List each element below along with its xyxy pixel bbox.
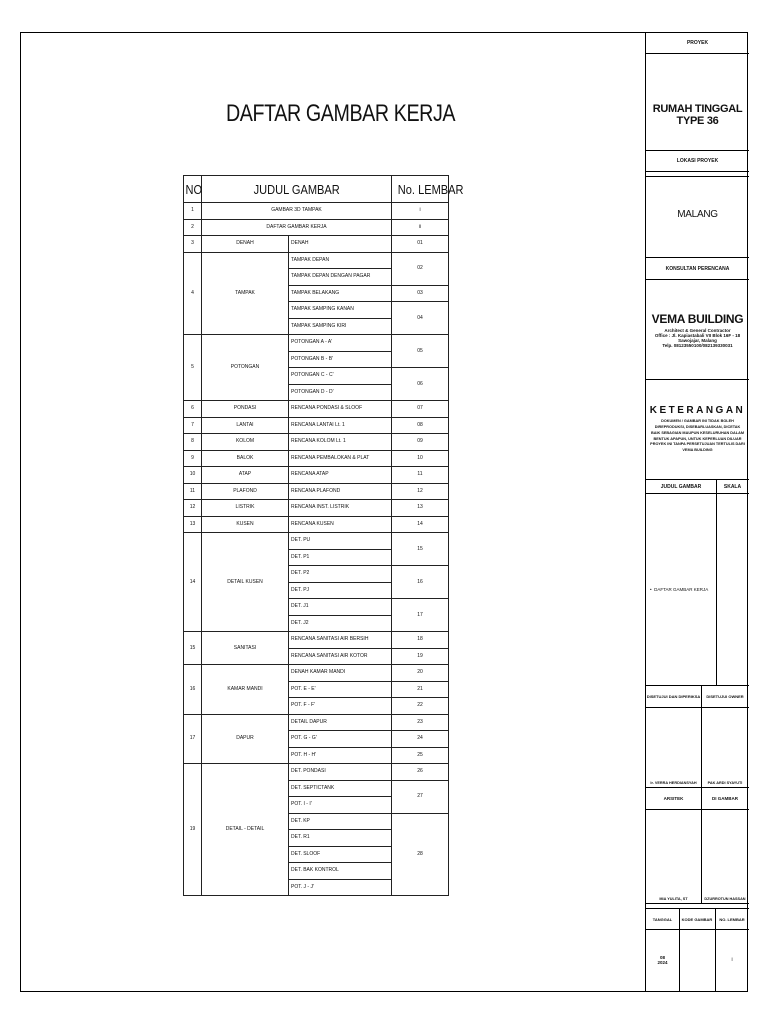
row-number: 19 bbox=[184, 764, 202, 896]
judul-gambar-label: JUDUL GAMBAR bbox=[646, 480, 716, 494]
table-row bbox=[184, 533, 449, 550]
row-sheet-number: 13 bbox=[392, 500, 449, 517]
row-drawing-title: RENCANA PEMBALOKAN & PLAT bbox=[289, 450, 392, 467]
drawing-list-table bbox=[183, 175, 464, 896]
table-row bbox=[184, 252, 449, 269]
table-row bbox=[184, 764, 449, 781]
row-drawing-title: DET. PONDASI bbox=[289, 764, 392, 781]
row-category: TAMPAK bbox=[202, 252, 289, 335]
row-sheet-number: 26 bbox=[392, 764, 449, 781]
row-category: PONDASI bbox=[202, 401, 289, 418]
row-category: KAMAR MANDI bbox=[202, 665, 289, 715]
row-category: PLAFOND bbox=[202, 483, 289, 500]
page-title: DAFTAR GAMBAR KERJA bbox=[226, 100, 456, 127]
row-sheet-number: 05 bbox=[392, 335, 449, 368]
title-block bbox=[645, 32, 748, 992]
judul-gambar-value: • DAFTAR GAMBAR KERJA bbox=[646, 494, 716, 686]
row-drawing-title: POT. G - G' bbox=[289, 731, 392, 748]
table-row bbox=[184, 450, 449, 467]
row-sheet-number: 20 bbox=[392, 665, 449, 682]
row-drawing-title: DET. BAK KONTROL bbox=[289, 863, 392, 880]
row-number: 17 bbox=[184, 714, 202, 764]
row-sheet-number: 19 bbox=[392, 648, 449, 665]
header-no-lembar: No. LEMBAR bbox=[392, 176, 449, 203]
row-drawing-title: RENCANA ATAP bbox=[289, 467, 392, 484]
row-drawing-title: POT. E - E' bbox=[289, 681, 392, 698]
row-sheet-number: 17 bbox=[392, 599, 449, 632]
owner-label: DISETUJUI OWNER bbox=[701, 686, 749, 708]
row-sheet-number: 09 bbox=[392, 434, 449, 451]
row-sheet-number: 15 bbox=[392, 533, 449, 566]
row-sheet-number: 22 bbox=[392, 698, 449, 715]
table-header-row bbox=[184, 176, 449, 203]
row-category: SANITASI bbox=[202, 632, 289, 665]
row-drawing-title: RENCANA KOLOM Lt. 1 bbox=[289, 434, 392, 451]
proyek-label: PROYEK bbox=[646, 32, 749, 54]
row-sheet-number: 25 bbox=[392, 747, 449, 764]
footer-divider-1 bbox=[679, 908, 680, 992]
row-drawing-title: RENCANA KUSEN bbox=[289, 516, 392, 533]
signature-arsitek: Ir. VERRA HERDIANSYAH bbox=[646, 708, 701, 788]
arsitek-label: ARSITEK bbox=[646, 788, 701, 810]
row-sheet-number: 11 bbox=[392, 467, 449, 484]
table-row bbox=[184, 417, 449, 434]
row-number: 15 bbox=[184, 632, 202, 665]
skala-value bbox=[716, 494, 749, 686]
row-drawing-title: DET. P1 bbox=[289, 549, 392, 566]
row-number: 3 bbox=[184, 236, 202, 253]
row-sheet-number: 12 bbox=[392, 483, 449, 500]
row-drawing-title: DET. KP bbox=[289, 813, 392, 830]
row-number: 8 bbox=[184, 434, 202, 451]
lokasi-label: LOKASI PROYEK bbox=[646, 150, 749, 172]
table-row bbox=[184, 516, 449, 533]
skala-label: SKALA bbox=[716, 480, 749, 494]
keterangan-section: KETERANGAN DOKUMEN / GAMBAR INI TIDAK BOLEH DIREPRODUKSI, DISEBARLUASKAN, DICETAK BAIK SEBAGIAN MAUPUN KESELURUHAN DALAM BENTUK APAPUN, UNTUK KEPERLUAN DILUAR PROYEK INI TANPA PERSETUJUAN TERTULIS DARI VEMA BUILDING bbox=[646, 380, 749, 480]
table-row bbox=[184, 401, 449, 418]
row-drawing-title: RENCANA PONDASI & SLOOF bbox=[289, 401, 392, 418]
row-category: LISTRIK bbox=[202, 500, 289, 517]
row-drawing-title: DET. PJ bbox=[289, 582, 392, 599]
row-drawing-title: TAMPAK BELAKANG bbox=[289, 285, 392, 302]
lokasi-value: MALANG bbox=[646, 172, 749, 258]
row-number: 11 bbox=[184, 483, 202, 500]
header-no: NO bbox=[184, 176, 202, 203]
row-sheet-number: 16 bbox=[392, 566, 449, 599]
row-category: DETAIL - DETAIL bbox=[202, 764, 289, 896]
row-drawing-title: DET. SLOOF bbox=[289, 846, 392, 863]
row-drawing-title: DENAH bbox=[289, 236, 392, 253]
row-number: 5 bbox=[184, 335, 202, 401]
proyek-line-2: TYPE 36 bbox=[676, 115, 719, 127]
row-category: POTONGAN bbox=[202, 335, 289, 401]
table-row bbox=[184, 434, 449, 451]
row-category: KOLOM bbox=[202, 434, 289, 451]
row-number: 2 bbox=[184, 219, 202, 236]
table-row bbox=[184, 483, 449, 500]
table-row bbox=[184, 714, 449, 731]
row-drawing-title: DETAIL DAPUR bbox=[289, 714, 392, 731]
row-drawing-title: DET. R1 bbox=[289, 830, 392, 847]
konsultan-label: KONSULTAN PERENCANA bbox=[646, 258, 749, 280]
row-sheet-number: ii bbox=[392, 219, 449, 236]
row-drawing-title: RENCANA PLAFOND bbox=[289, 483, 392, 500]
row-drawing-title: POT. F - F' bbox=[289, 698, 392, 715]
row-category: DENAH bbox=[202, 236, 289, 253]
row-drawing-title: RENCANA LANTAI Lt. 1 bbox=[289, 417, 392, 434]
row-drawing-title: TAMPAK SAMPING KIRI bbox=[289, 318, 392, 335]
disetujui-label: DISETUJUI DAN DIPERIKSA bbox=[646, 686, 701, 708]
row-sheet-number: 02 bbox=[392, 252, 449, 285]
row-number: 16 bbox=[184, 665, 202, 715]
row-drawing-title: TAMPAK DEPAN DENGAN PAGAR bbox=[289, 269, 392, 286]
row-number: 10 bbox=[184, 467, 202, 484]
row-number: 7 bbox=[184, 417, 202, 434]
row-drawing-title: DENAH KAMAR MANDI bbox=[289, 665, 392, 682]
tanggal-label: TANGGAL bbox=[646, 908, 679, 930]
row-drawing-title: DET. J2 bbox=[289, 615, 392, 632]
table-row bbox=[184, 665, 449, 682]
header-judul-gambar: JUDUL GAMBAR bbox=[202, 176, 392, 203]
lembar-value: i bbox=[731, 957, 733, 963]
table-row bbox=[184, 500, 449, 517]
row-category: DETAIL KUSEN bbox=[202, 533, 289, 632]
row-drawing-title: POTONGAN D - D' bbox=[289, 384, 392, 401]
row-number: 9 bbox=[184, 450, 202, 467]
row-category: ATAP bbox=[202, 467, 289, 484]
signature-arsitek-2: MIA YULITA, ST bbox=[646, 810, 701, 904]
signature-digambar: DZURROTUN HASSAN bbox=[701, 810, 749, 904]
row-sheet-number: 07 bbox=[392, 401, 449, 418]
row-drawing-title: POTONGAN C - C' bbox=[289, 368, 392, 385]
row-number: 6 bbox=[184, 401, 202, 418]
no-lembar-label: NO. LEMBAR bbox=[715, 908, 749, 930]
row-drawing-title: DET. J1 bbox=[289, 599, 392, 616]
row-category: BALOK bbox=[202, 450, 289, 467]
row-drawing-title: DET. P2 bbox=[289, 566, 392, 583]
row-drawing-title: TAMPAK DEPAN bbox=[289, 252, 392, 269]
table-row bbox=[184, 632, 449, 649]
row-number: 12 bbox=[184, 500, 202, 517]
row-category: LANTAI bbox=[202, 417, 289, 434]
row-drawing-title: GAMBAR 3D TAMPAK bbox=[202, 203, 392, 220]
row-drawing-title: POT. J - J' bbox=[289, 879, 392, 896]
row-number: 14 bbox=[184, 533, 202, 632]
row-category: KUSEN bbox=[202, 516, 289, 533]
konsultan-info: VEMA BUILDING Architect & General Contractor Office : Jl. Kapiastabali VII Blok 16F - 18 Sawojajar, Malang Telp. 08123550100/082139330031 bbox=[646, 280, 749, 380]
row-sheet-number: 03 bbox=[392, 285, 449, 302]
row-drawing-title: DET. SEPTICTANK bbox=[289, 780, 392, 797]
row-sheet-number: 23 bbox=[392, 714, 449, 731]
row-sheet-number: 06 bbox=[392, 368, 449, 401]
table-row bbox=[184, 219, 449, 236]
row-drawing-title: RENCANA SANITASI AIR BERSIH bbox=[289, 632, 392, 649]
table-row bbox=[184, 236, 449, 253]
row-number: 1 bbox=[184, 203, 202, 220]
row-sheet-number: 27 bbox=[392, 780, 449, 813]
table-row bbox=[184, 203, 449, 220]
row-sheet-number: 14 bbox=[392, 516, 449, 533]
row-sheet-number: 01 bbox=[392, 236, 449, 253]
signature-owner: PAK ARDI SYAYUTI bbox=[701, 708, 749, 788]
tanggal-value: 08 2024 bbox=[657, 955, 668, 965]
row-sheet-number: 21 bbox=[392, 681, 449, 698]
row-drawing-title: RENCANA INST. LISTRIK bbox=[289, 500, 392, 517]
kode-gambar-label: KODE GAMBAR bbox=[679, 908, 715, 930]
firm-name: VEMA BUILDING bbox=[651, 311, 744, 326]
row-sheet-number: 28 bbox=[392, 813, 449, 896]
row-sheet-number: 18 bbox=[392, 632, 449, 649]
row-sheet-number: 04 bbox=[392, 302, 449, 335]
row-category: DAPUR bbox=[202, 714, 289, 764]
row-drawing-title: TAMPAK SAMPING KANAN bbox=[289, 302, 392, 319]
row-sheet-number: 08 bbox=[392, 417, 449, 434]
row-drawing-title: RENCANA SANITASI AIR KOTOR bbox=[289, 648, 392, 665]
row-drawing-title: POT. H - H' bbox=[289, 747, 392, 764]
row-drawing-title: POTONGAN B - B' bbox=[289, 351, 392, 368]
row-drawing-title: DAFTAR GAMBAR KERJA bbox=[202, 219, 392, 236]
row-sheet-number: i bbox=[392, 203, 449, 220]
digambar-label: DI GAMBAR bbox=[701, 788, 749, 810]
row-number: 4 bbox=[184, 252, 202, 335]
proyek-line-1: RUMAH TINGGAL bbox=[652, 103, 743, 115]
row-sheet-number: 24 bbox=[392, 731, 449, 748]
row-drawing-title: POT. I - I' bbox=[289, 797, 392, 814]
table-row bbox=[184, 335, 449, 352]
table-row bbox=[184, 467, 449, 484]
row-drawing-title: POTONGAN A - A' bbox=[289, 335, 392, 352]
row-drawing-title: DET. PU bbox=[289, 533, 392, 550]
row-number: 13 bbox=[184, 516, 202, 533]
row-sheet-number: 10 bbox=[392, 450, 449, 467]
